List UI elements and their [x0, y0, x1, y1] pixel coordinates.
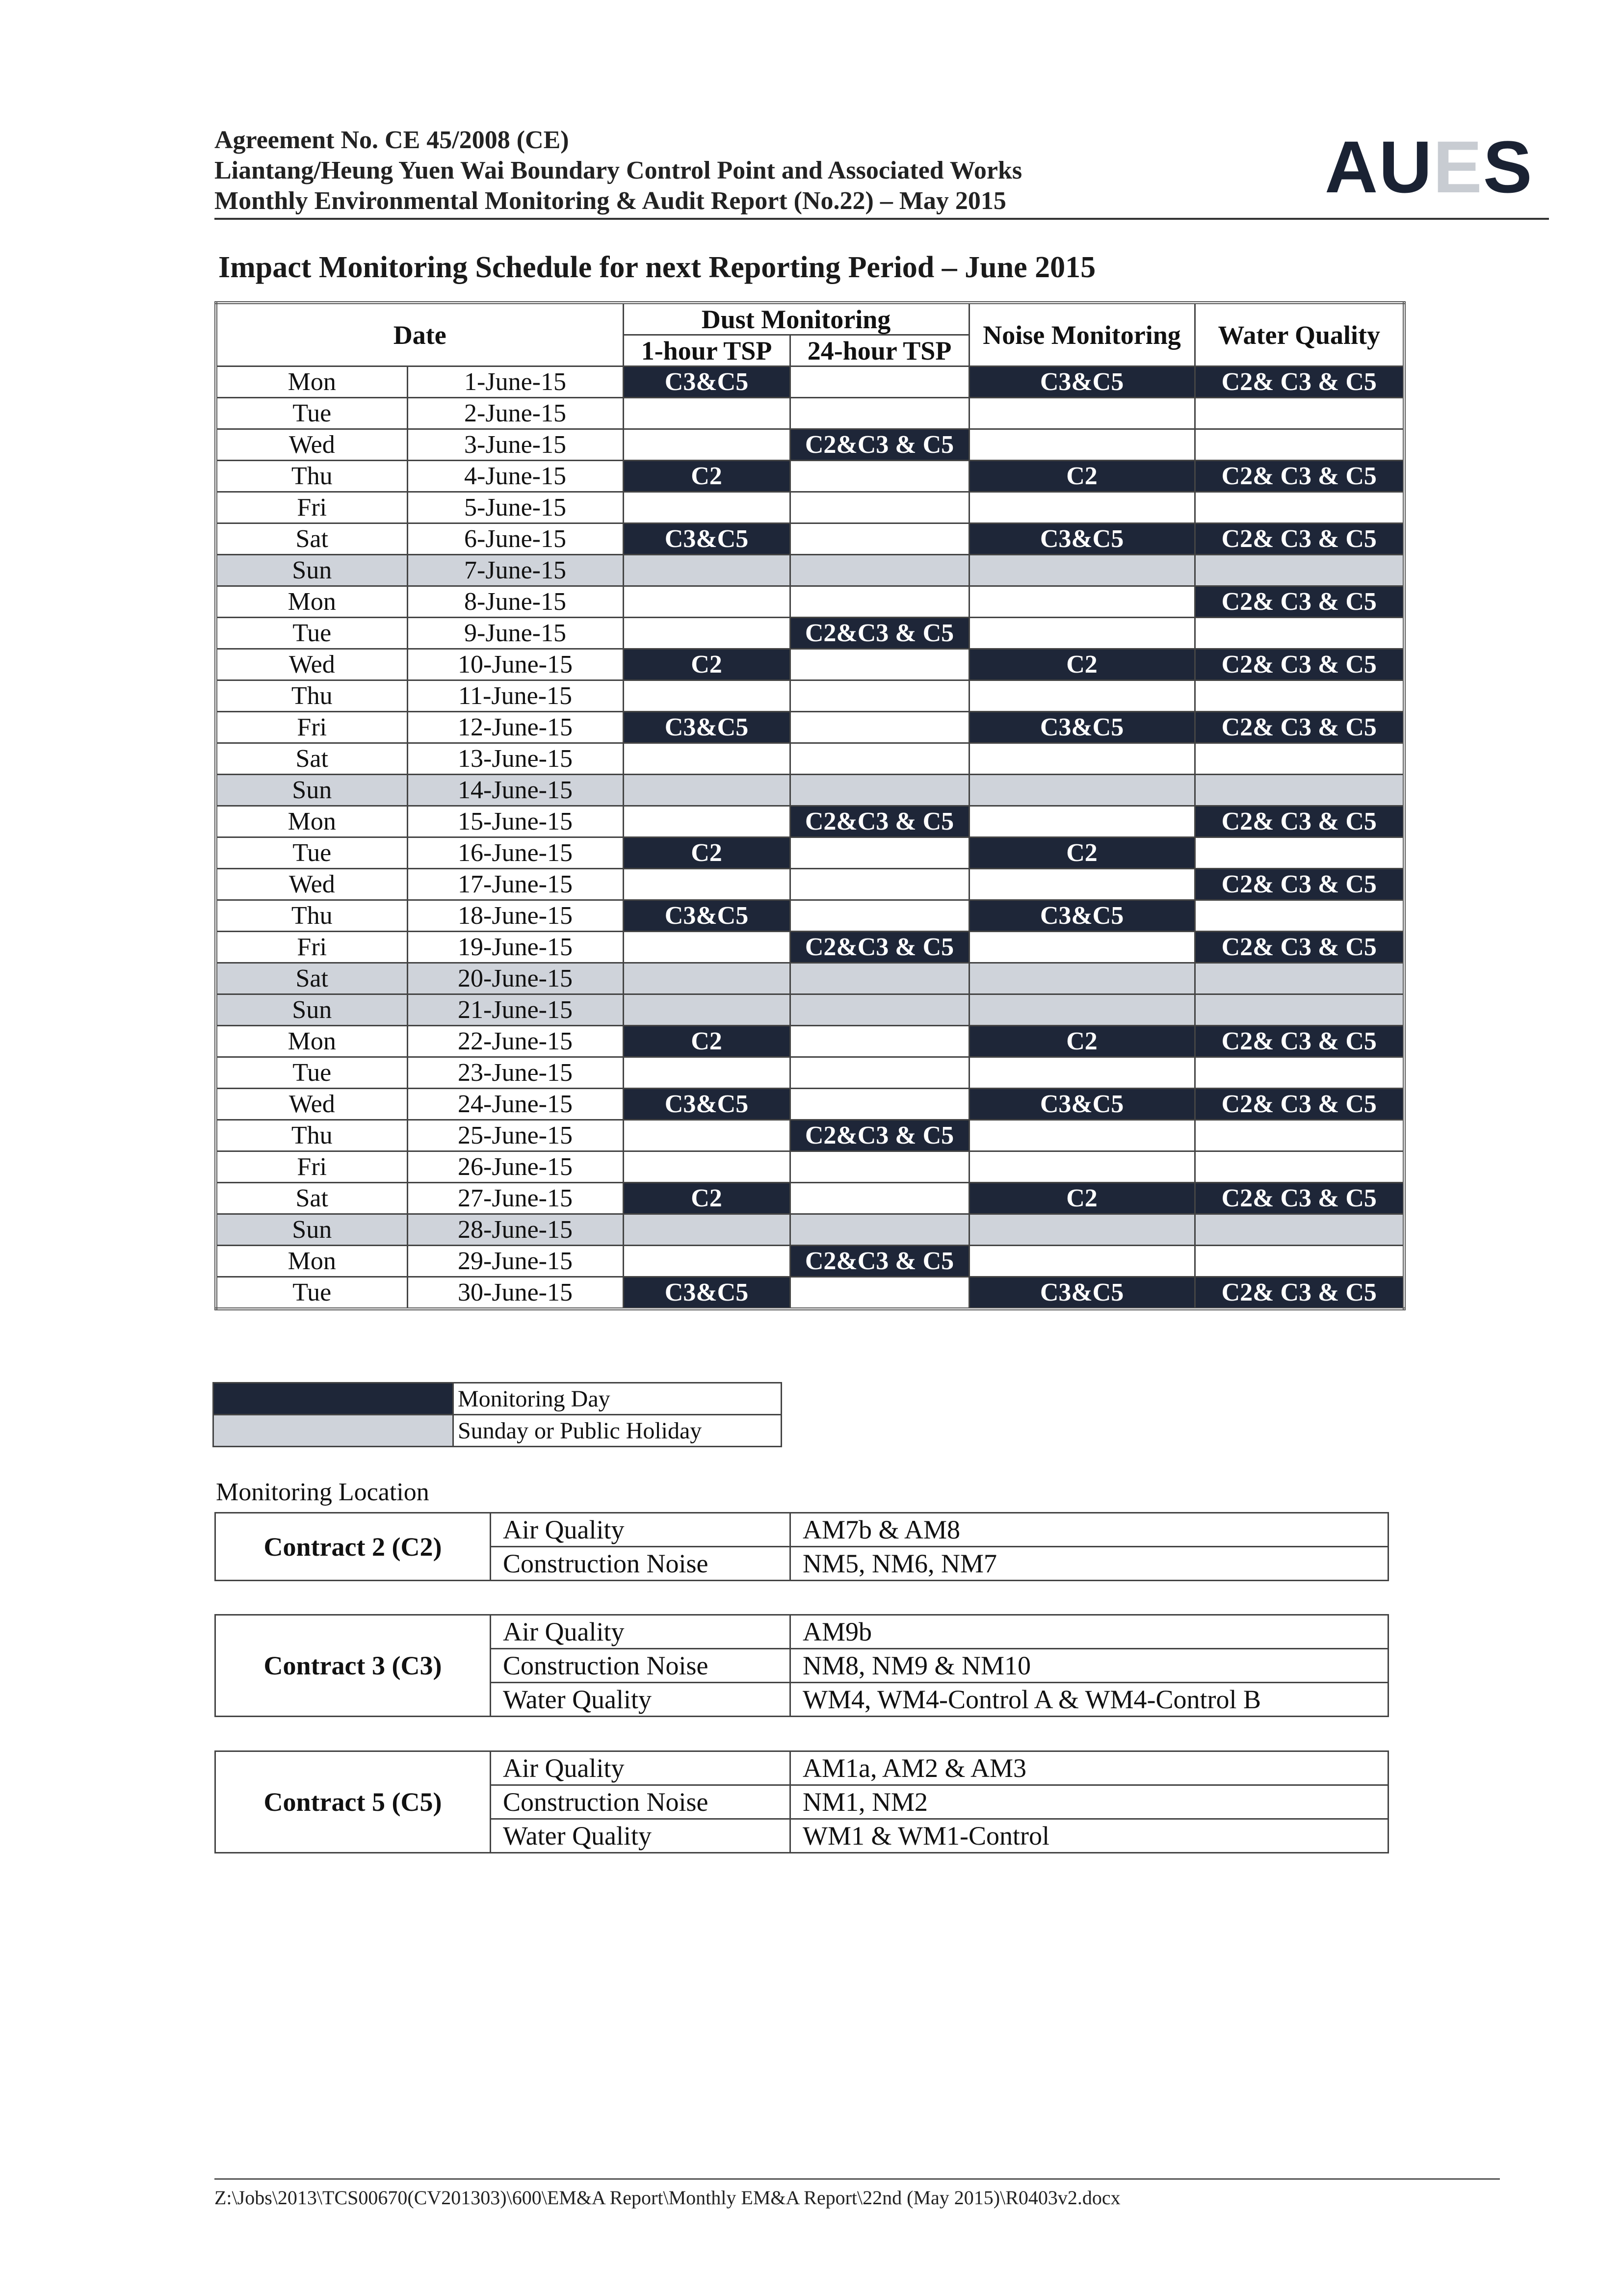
date-cell: 2-June-15 [407, 398, 623, 429]
tsp-24hour-cell [790, 994, 969, 1026]
location-stations: WM1 & WM1-Control [790, 1819, 1388, 1853]
date-cell: 17-June-15 [407, 869, 623, 900]
water-quality-cell [1195, 555, 1404, 586]
noise-cell: C3&C5 [969, 900, 1195, 932]
legend-label-monitoring: Monitoring Day [453, 1383, 782, 1415]
water-quality-cell [1195, 618, 1404, 649]
schedule-row [216, 461, 1404, 492]
water-quality-cell: C2& C3 & C5 [1195, 649, 1404, 680]
location-category: Air Quality [491, 1751, 790, 1785]
location-category: Construction Noise [491, 1649, 790, 1683]
tsp-1hour-cell [623, 806, 790, 837]
legend-swatch-monitoring [213, 1383, 453, 1415]
date-cell: 15-June-15 [407, 806, 623, 837]
tsp-24hour-cell: C2&C3 & C5 [790, 1120, 969, 1151]
tsp-24hour-header: 24-hour TSP [790, 335, 969, 366]
noise-cell [969, 680, 1195, 712]
tsp-1hour-cell [623, 994, 790, 1026]
day-cell: Wed [216, 869, 407, 900]
noise-cell [969, 618, 1195, 649]
water-quality-cell [1195, 429, 1404, 461]
noise-cell [969, 1246, 1195, 1277]
contract-2-location-table [214, 1512, 1389, 1581]
noise-cell [969, 1151, 1195, 1183]
noise-cell [969, 1214, 1195, 1246]
water-quality-cell [1195, 680, 1404, 712]
day-cell: Thu [216, 461, 407, 492]
schedule-row [216, 523, 1404, 555]
water-quality-cell: C2& C3 & C5 [1195, 1183, 1404, 1214]
water-quality-cell [1195, 1057, 1404, 1089]
date-cell: 6-June-15 [407, 523, 623, 555]
day-cell: Mon [216, 1246, 407, 1277]
date-cell: 4-June-15 [407, 461, 623, 492]
day-cell: Thu [216, 680, 407, 712]
tsp-24hour-cell [790, 1057, 969, 1089]
schedule-row [216, 900, 1404, 932]
tsp-1hour-cell [623, 1120, 790, 1151]
tsp-24hour-cell: C2&C3 & C5 [790, 429, 969, 461]
footer-divider [214, 2178, 1500, 2180]
tsp-1hour-cell [623, 429, 790, 461]
water-quality-cell: C2& C3 & C5 [1195, 712, 1404, 743]
contract-name: Contract 5 (C5) [215, 1751, 491, 1853]
tsp-1hour-cell: C2 [623, 649, 790, 680]
schedule-row [216, 1214, 1404, 1246]
schedule-row [216, 555, 1404, 586]
aues-logo: AUES [1325, 126, 1533, 208]
tsp-1hour-cell [623, 680, 790, 712]
schedule-row [216, 1183, 1404, 1214]
tsp-24hour-cell [790, 900, 969, 932]
tsp-24hour-cell [790, 523, 969, 555]
date-cell: 26-June-15 [407, 1151, 623, 1183]
day-cell: Thu [216, 1120, 407, 1151]
water-quality-cell: C2& C3 & C5 [1195, 932, 1404, 963]
noise-cell: C3&C5 [969, 523, 1195, 555]
noise-cell [969, 963, 1195, 994]
location-category: Water Quality [491, 1819, 790, 1853]
location-stations: AM7b & AM8 [790, 1513, 1388, 1547]
monitoring-schedule-table [214, 301, 1406, 1310]
day-cell: Fri [216, 932, 407, 963]
tsp-1hour-cell: C2 [623, 461, 790, 492]
date-cell: 27-June-15 [407, 1183, 623, 1214]
header-divider [214, 218, 1549, 220]
water-quality-cell [1195, 1120, 1404, 1151]
tsp-24hour-cell [790, 963, 969, 994]
noise-cell [969, 994, 1195, 1026]
date-cell: 19-June-15 [407, 932, 623, 963]
date-cell: 3-June-15 [407, 429, 623, 461]
tsp-24hour-cell: C2&C3 & C5 [790, 1246, 969, 1277]
tsp-1hour-cell: C3&C5 [623, 1089, 790, 1120]
tsp-1hour-cell [623, 932, 790, 963]
date-cell: 1-June-15 [407, 366, 623, 398]
tsp-1hour-cell: C3&C5 [623, 523, 790, 555]
date-cell: 12-June-15 [407, 712, 623, 743]
noise-cell: C3&C5 [969, 712, 1195, 743]
schedule-row [216, 586, 1404, 618]
tsp-24hour-cell [790, 1183, 969, 1214]
tsp-24hour-cell [790, 586, 969, 618]
noise-cell: C2 [969, 1183, 1195, 1214]
date-cell: 11-June-15 [407, 680, 623, 712]
noise-cell [969, 398, 1195, 429]
water-quality-cell: C2& C3 & C5 [1195, 869, 1404, 900]
water-quality-cell: C2& C3 & C5 [1195, 1089, 1404, 1120]
day-cell: Thu [216, 900, 407, 932]
tsp-24hour-cell [790, 398, 969, 429]
schedule-row [216, 806, 1404, 837]
noise-cell [969, 429, 1195, 461]
day-cell: Mon [216, 806, 407, 837]
tsp-24hour-cell [790, 775, 969, 806]
noise-cell: C3&C5 [969, 366, 1195, 398]
tsp-24hour-cell [790, 555, 969, 586]
date-cell: 7-June-15 [407, 555, 623, 586]
schedule-row [216, 932, 1404, 963]
legend-swatch-holiday [213, 1415, 453, 1447]
schedule-row [216, 1246, 1404, 1277]
schedule-row [216, 1151, 1404, 1183]
day-cell: Tue [216, 618, 407, 649]
date-header: Date [216, 303, 623, 366]
water-quality-cell [1195, 398, 1404, 429]
tsp-24hour-cell: C2&C3 & C5 [790, 806, 969, 837]
tsp-24hour-cell [790, 712, 969, 743]
day-cell: Sun [216, 555, 407, 586]
water-quality-cell: C2& C3 & C5 [1195, 523, 1404, 555]
tsp-24hour-cell [790, 1214, 969, 1246]
tsp-1hour-cell [623, 963, 790, 994]
schedule-row [216, 775, 1404, 806]
tsp-1hour-cell [623, 1057, 790, 1089]
date-cell: 10-June-15 [407, 649, 623, 680]
tsp-1hour-cell: C3&C5 [623, 1277, 790, 1309]
day-cell: Wed [216, 1089, 407, 1120]
day-cell: Wed [216, 429, 407, 461]
tsp-24hour-cell [790, 743, 969, 775]
legend [212, 1382, 782, 1447]
water-quality-cell: C2& C3 & C5 [1195, 1277, 1404, 1309]
noise-cell [969, 775, 1195, 806]
tsp-24hour-cell: C2&C3 & C5 [790, 618, 969, 649]
location-category: Construction Noise [491, 1785, 790, 1819]
location-category: Construction Noise [491, 1547, 790, 1581]
tsp-1hour-cell [623, 775, 790, 806]
water-quality-cell: C2& C3 & C5 [1195, 1026, 1404, 1057]
agreement-number: Agreement No. CE 45/2008 (CE) [214, 126, 569, 154]
date-cell: 13-June-15 [407, 743, 623, 775]
noise-cell: C2 [969, 837, 1195, 869]
tsp-24hour-cell [790, 1089, 969, 1120]
water-quality-cell: C2& C3 & C5 [1195, 806, 1404, 837]
schedule-row [216, 366, 1404, 398]
tsp-24hour-cell [790, 869, 969, 900]
date-cell: 8-June-15 [407, 586, 623, 618]
day-cell: Mon [216, 1026, 407, 1057]
schedule-row [216, 680, 1404, 712]
date-cell: 24-June-15 [407, 1089, 623, 1120]
tsp-1hour-cell [623, 555, 790, 586]
noise-cell [969, 586, 1195, 618]
location-stations: NM1, NM2 [790, 1785, 1388, 1819]
schedule-row [216, 1057, 1404, 1089]
day-cell: Fri [216, 712, 407, 743]
tsp-24hour-cell [790, 1026, 969, 1057]
report-title: Monthly Environmental Monitoring & Audit Report (No.22) – May 2015 [214, 187, 1006, 215]
schedule-row [216, 743, 1404, 775]
water-quality-cell: C2& C3 & C5 [1195, 366, 1404, 398]
schedule-row [216, 429, 1404, 461]
day-cell: Tue [216, 837, 407, 869]
day-cell: Fri [216, 1151, 407, 1183]
water-quality-cell [1195, 1151, 1404, 1183]
day-cell: Sat [216, 1183, 407, 1214]
location-category: Water Quality [491, 1683, 790, 1717]
file-path-footer: Z:\Jobs\2013\TCS00670(CV201303)\600\EM&A Report\Monthly EM&A Report\22nd (May 2015)\R0403v2.docx [214, 2187, 1121, 2209]
tsp-1hour-cell [623, 618, 790, 649]
water-quality-cell [1195, 963, 1404, 994]
tsp-1hour-cell: C3&C5 [623, 900, 790, 932]
schedule-row [216, 618, 1404, 649]
tsp-1hour-cell [623, 1214, 790, 1246]
day-cell: Wed [216, 649, 407, 680]
water-quality-header: Water Quality [1195, 303, 1404, 366]
tsp-1hour-cell [623, 586, 790, 618]
location-stations: WM4, WM4-Control A & WM4-Control B [790, 1683, 1388, 1717]
tsp-24hour-cell [790, 837, 969, 869]
monitoring-location-title: Monitoring Location [216, 1478, 429, 1506]
noise-cell: C2 [969, 649, 1195, 680]
water-quality-cell: C2& C3 & C5 [1195, 461, 1404, 492]
water-quality-cell [1195, 994, 1404, 1026]
schedule-row [216, 1089, 1404, 1120]
noise-cell [969, 555, 1195, 586]
schedule-row [216, 837, 1404, 869]
contract-name: Contract 3 (C3) [215, 1615, 491, 1717]
tsp-24hour-cell [790, 680, 969, 712]
tsp-24hour-cell [790, 1151, 969, 1183]
noise-cell: C3&C5 [969, 1277, 1195, 1309]
tsp-1hour-cell: C2 [623, 837, 790, 869]
tsp-24hour-cell [790, 366, 969, 398]
dust-monitoring-header: Dust Monitoring [623, 303, 969, 335]
water-quality-cell [1195, 775, 1404, 806]
noise-cell [969, 932, 1195, 963]
date-cell: 23-June-15 [407, 1057, 623, 1089]
water-quality-cell [1195, 1214, 1404, 1246]
water-quality-cell [1195, 1246, 1404, 1277]
date-cell: 29-June-15 [407, 1246, 623, 1277]
day-cell: Mon [216, 366, 407, 398]
schedule-row [216, 649, 1404, 680]
schedule-row [216, 869, 1404, 900]
noise-cell: C2 [969, 1026, 1195, 1057]
day-cell: Sun [216, 994, 407, 1026]
tsp-24hour-cell: C2&C3 & C5 [790, 932, 969, 963]
location-stations: AM1a, AM2 & AM3 [790, 1751, 1388, 1785]
schedule-row [216, 398, 1404, 429]
day-cell: Sun [216, 775, 407, 806]
noise-cell [969, 869, 1195, 900]
noise-monitoring-header: Noise Monitoring [969, 303, 1195, 366]
location-category: Air Quality [491, 1615, 790, 1649]
tsp-1hour-cell: C3&C5 [623, 712, 790, 743]
schedule-row [216, 1277, 1404, 1309]
day-cell: Tue [216, 398, 407, 429]
date-cell: 20-June-15 [407, 963, 623, 994]
date-cell: 5-June-15 [407, 492, 623, 523]
schedule-row [216, 712, 1404, 743]
date-cell: 25-June-15 [407, 1120, 623, 1151]
water-quality-cell [1195, 743, 1404, 775]
tsp-24hour-cell [790, 649, 969, 680]
tsp-24hour-cell [790, 461, 969, 492]
noise-cell: C3&C5 [969, 1089, 1195, 1120]
date-cell: 28-June-15 [407, 1214, 623, 1246]
tsp-1hour-cell [623, 869, 790, 900]
schedule-row [216, 994, 1404, 1026]
tsp-1hour-cell [623, 1246, 790, 1277]
page-title: Impact Monitoring Schedule for next Reporting Period – June 2015 [218, 251, 1096, 284]
day-cell: Mon [216, 586, 407, 618]
noise-cell: C2 [969, 461, 1195, 492]
water-quality-cell [1195, 900, 1404, 932]
day-cell: Sat [216, 743, 407, 775]
contract-name: Contract 2 (C2) [215, 1513, 491, 1581]
tsp-1hour-cell [623, 743, 790, 775]
schedule-row [216, 963, 1404, 994]
date-cell: 16-June-15 [407, 837, 623, 869]
day-cell: Tue [216, 1057, 407, 1089]
contract-5-location-table [214, 1750, 1389, 1853]
noise-cell [969, 1057, 1195, 1089]
water-quality-cell [1195, 837, 1404, 869]
contract-3-location-table [214, 1614, 1389, 1717]
tsp-1hour-cell: C2 [623, 1183, 790, 1214]
tsp-1hour-cell: C3&C5 [623, 366, 790, 398]
location-stations: AM9b [790, 1615, 1388, 1649]
date-cell: 21-June-15 [407, 994, 623, 1026]
day-cell: Sat [216, 523, 407, 555]
project-name: Liantang/Heung Yuen Wai Boundary Control Point and Associated Works [214, 157, 1022, 184]
date-cell: 14-June-15 [407, 775, 623, 806]
location-stations: NM5, NM6, NM7 [790, 1547, 1388, 1581]
noise-cell [969, 492, 1195, 523]
noise-cell [969, 806, 1195, 837]
location-category: Air Quality [491, 1513, 790, 1547]
schedule-row [216, 492, 1404, 523]
water-quality-cell [1195, 492, 1404, 523]
date-cell: 9-June-15 [407, 618, 623, 649]
legend-label-holiday: Sunday or Public Holiday [453, 1415, 782, 1447]
tsp-1hour-header: 1-hour TSP [623, 335, 790, 366]
day-cell: Sun [216, 1214, 407, 1246]
tsp-1hour-cell [623, 398, 790, 429]
noise-cell [969, 743, 1195, 775]
tsp-1hour-cell: C2 [623, 1026, 790, 1057]
day-cell: Fri [216, 492, 407, 523]
day-cell: Sat [216, 963, 407, 994]
schedule-row [216, 1026, 1404, 1057]
tsp-24hour-cell [790, 492, 969, 523]
tsp-24hour-cell [790, 1277, 969, 1309]
location-stations: NM8, NM9 & NM10 [790, 1649, 1388, 1683]
tsp-1hour-cell [623, 1151, 790, 1183]
schedule-row [216, 1120, 1404, 1151]
noise-cell [969, 1120, 1195, 1151]
date-cell: 22-June-15 [407, 1026, 623, 1057]
day-cell: Tue [216, 1277, 407, 1309]
date-cell: 30-June-15 [407, 1277, 623, 1309]
tsp-1hour-cell [623, 492, 790, 523]
water-quality-cell: C2& C3 & C5 [1195, 586, 1404, 618]
date-cell: 18-June-15 [407, 900, 623, 932]
